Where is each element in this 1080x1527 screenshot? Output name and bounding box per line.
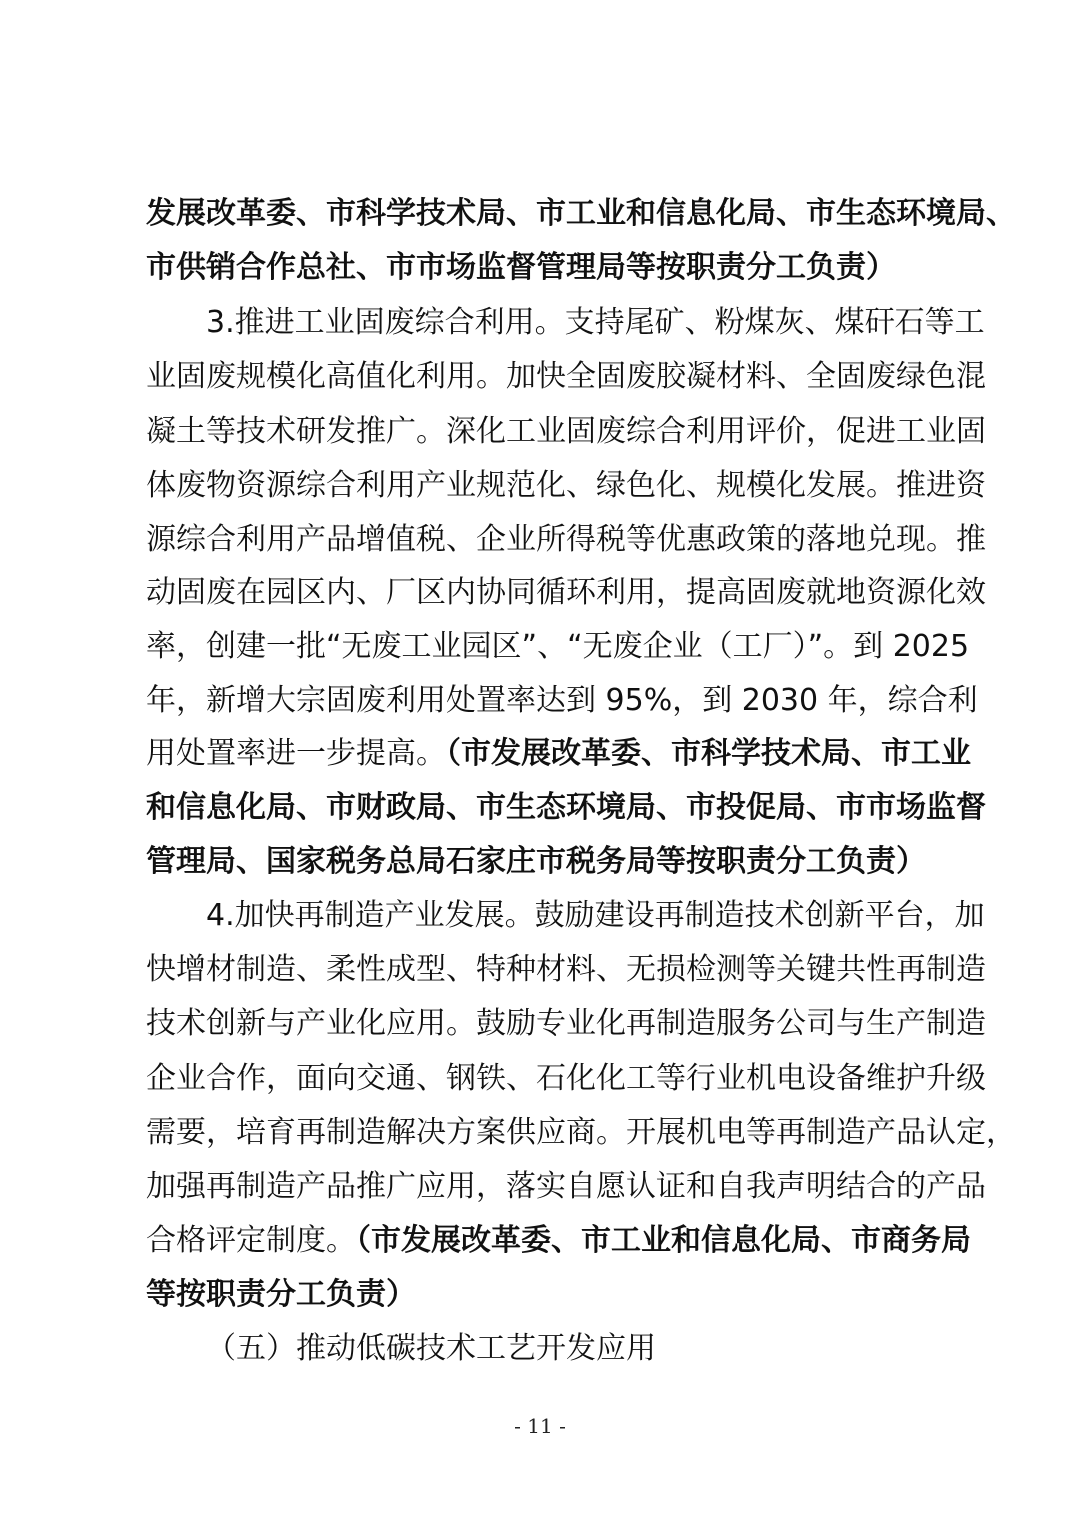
text-line: 需要，培育再制造解决方案供应商。开展机电等再制造产品认定， bbox=[146, 1115, 1016, 1150]
text-line: 业固废规模化高值化利用。加快全固废胶凝材料、全固废绿色混 bbox=[146, 359, 986, 394]
text-line: 等按职责分工负责） bbox=[146, 1277, 416, 1312]
text-span: 合格评定制度。 bbox=[146, 1223, 356, 1258]
page-number: - 11 - bbox=[514, 1414, 566, 1438]
text-line: 技术创新与产业化应用。鼓励专业化再制造服务公司与生产制造 bbox=[146, 1006, 986, 1041]
responsibility-span: （市发展改革委、市工业和信息化局、市商务局 bbox=[356, 1223, 971, 1258]
text-line-mixed bbox=[146, 1214, 971, 1268]
text-line: 市供销合作总社、市市场监督管理局等按职责分工负责） bbox=[146, 250, 896, 285]
text-line: 动固废在园区内、厂区内协同循环利用，提高固废就地资源化效 bbox=[146, 575, 986, 610]
text-line-mixed bbox=[146, 727, 971, 781]
text-line: 率，创建一批“无废工业园区”、“无废企业（工厂）”。到 2025 bbox=[146, 629, 970, 664]
section-heading: （五）推动低碳技术工艺开发应用 bbox=[206, 1331, 656, 1366]
text-line: 和信息化局、市财政局、市生态环境局、市投促局、市市场监督 bbox=[146, 790, 986, 825]
text-line: 加强再制造产品推广应用，落实自愿认证和自我声明结合的产品 bbox=[146, 1169, 986, 1204]
text-line: 凝土等技术研发推广。深化工业固废综合利用评价，促进工业固 bbox=[146, 414, 986, 449]
text-line: 发展改革委、市科学技术局、市工业和信息化局、市生态环境局、 bbox=[146, 196, 1016, 231]
text-line: 快增材制造、柔性成型、特种材料、无损检测等关键共性再制造 bbox=[146, 952, 986, 987]
text-line: 企业合作，面向交通、钢铁、石化化工等行业机电设备维护升级 bbox=[146, 1061, 986, 1096]
text-line: 体废物资源综合利用产业规范化、绿色化、规模化发展。推进资 bbox=[146, 468, 986, 503]
text-span: 用处置率进一步提高。 bbox=[146, 736, 446, 771]
text-line: 年，新增大宗固废利用处置率达到 95%，到 2030 年，综合利 bbox=[146, 683, 978, 718]
paragraph-4-heading-line: 4.加快再制造产业发展。鼓励建设再制造技术创新平台，加 bbox=[206, 898, 985, 933]
text-line: 源综合利用产品增值税、企业所得税等优惠政策的落地兑现。推 bbox=[146, 522, 986, 557]
responsibility-span: （市发展改革委、市科学技术局、市工业 bbox=[446, 736, 971, 771]
text-line: 管理局、国家税务总局石家庄市税务局等按职责分工负责） bbox=[146, 844, 926, 879]
paragraph-3-heading-line: 3.推进工业固废综合利用。支持尾矿、粉煤灰、煤矸石等工 bbox=[206, 305, 985, 340]
